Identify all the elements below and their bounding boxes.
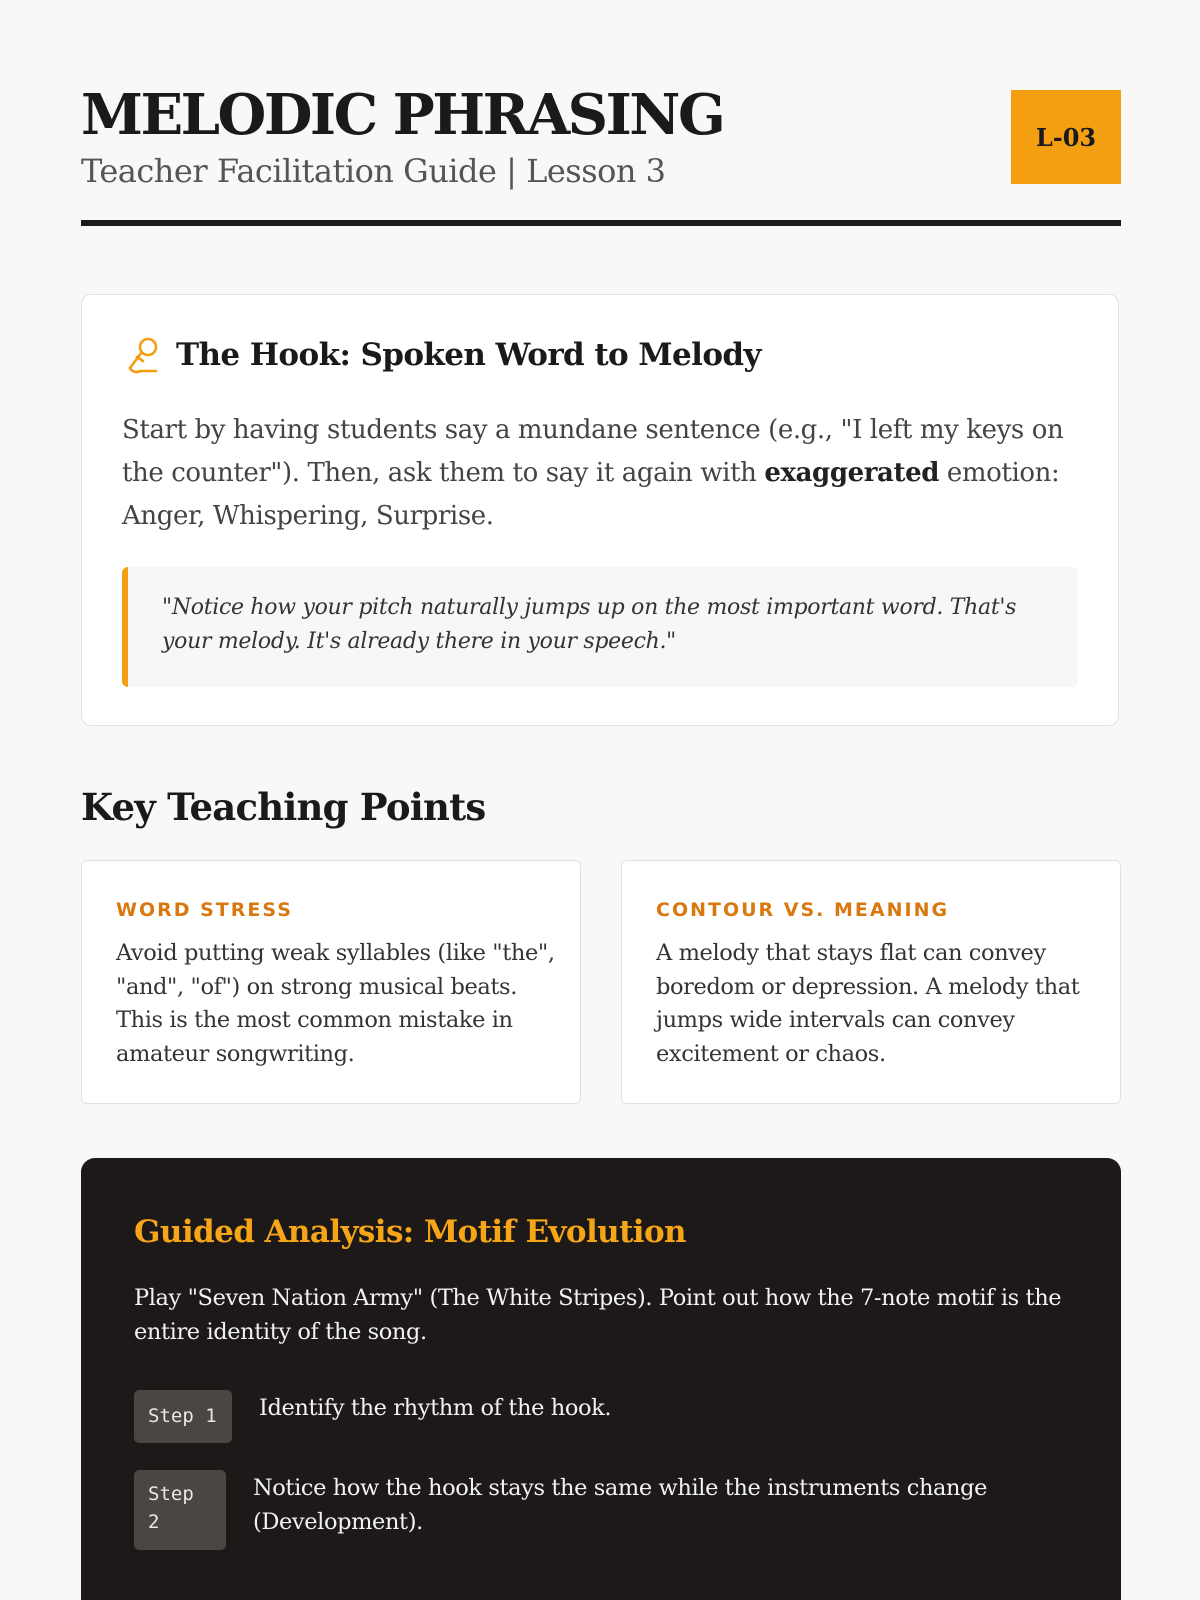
card-text: A melody that stays flat can convey boredom or depression. A melody that jumps wide intervals can convey excitement or chaos. <box>656 940 1080 1067</box>
step-row <box>134 1390 1019 1443</box>
hook-card <box>81 294 1119 726</box>
header-divider <box>81 220 1121 226</box>
step-text: Notice how the hook stays the same while the instruments change (Development). <box>253 1475 988 1535</box>
card-label: CONTOUR VS. MEANING <box>656 899 950 921</box>
header <box>81 0 1121 228</box>
step-badge: Step 2 <box>134 1470 226 1550</box>
card-label: WORD STRESS <box>116 899 293 921</box>
hook-body-end: emotion: Anger, Whispering, Surprise. <box>122 458 1060 531</box>
step-badge: Step 1 <box>134 1390 232 1443</box>
guided-analysis-section <box>81 1158 1121 1600</box>
page-subtitle: Teacher Facilitation Guide | Lesson 3 <box>81 152 666 190</box>
contour-card <box>621 860 1121 1104</box>
lesson-badge: L-03 <box>1011 90 1121 184</box>
card-text: Avoid putting weak syllables (like "the", "and", "of") on strong musical beats. This is the most common mistake in amateur songwriting. <box>116 940 555 1067</box>
microphone-icon <box>126 335 160 375</box>
analysis-text: Play "Seven Nation Army" (The White Stripes). Point out how the 7-note motif is the entire identity of the song. <box>134 1285 1062 1345</box>
analysis-title: Guided Analysis: Motif Evolution <box>134 1214 686 1250</box>
page <box>81 0 1121 1535</box>
page-title: MELODIC PHRASING <box>81 82 724 148</box>
step-row <box>134 1470 1013 1550</box>
step-text: Identify the rhythm of the hook. <box>259 1395 612 1421</box>
hook-title: The Hook: Spoken Word to Melody <box>176 337 761 373</box>
key-points-title: Key Teaching Points <box>81 785 486 829</box>
hook-header <box>126 335 761 375</box>
hook-quote: "Notice how your pitch naturally jumps up on the most important word. That's your melody. It's already there in your speech." <box>122 567 1078 687</box>
word-stress-card <box>81 860 581 1104</box>
hook-body <box>122 409 1072 538</box>
hook-body-emphasis: exaggerated <box>764 458 940 488</box>
hook-body-start: Start by having students say a mundane sentence (e.g., "I left my keys on the counter"). Then, ask them to say it again with <box>122 415 1064 488</box>
